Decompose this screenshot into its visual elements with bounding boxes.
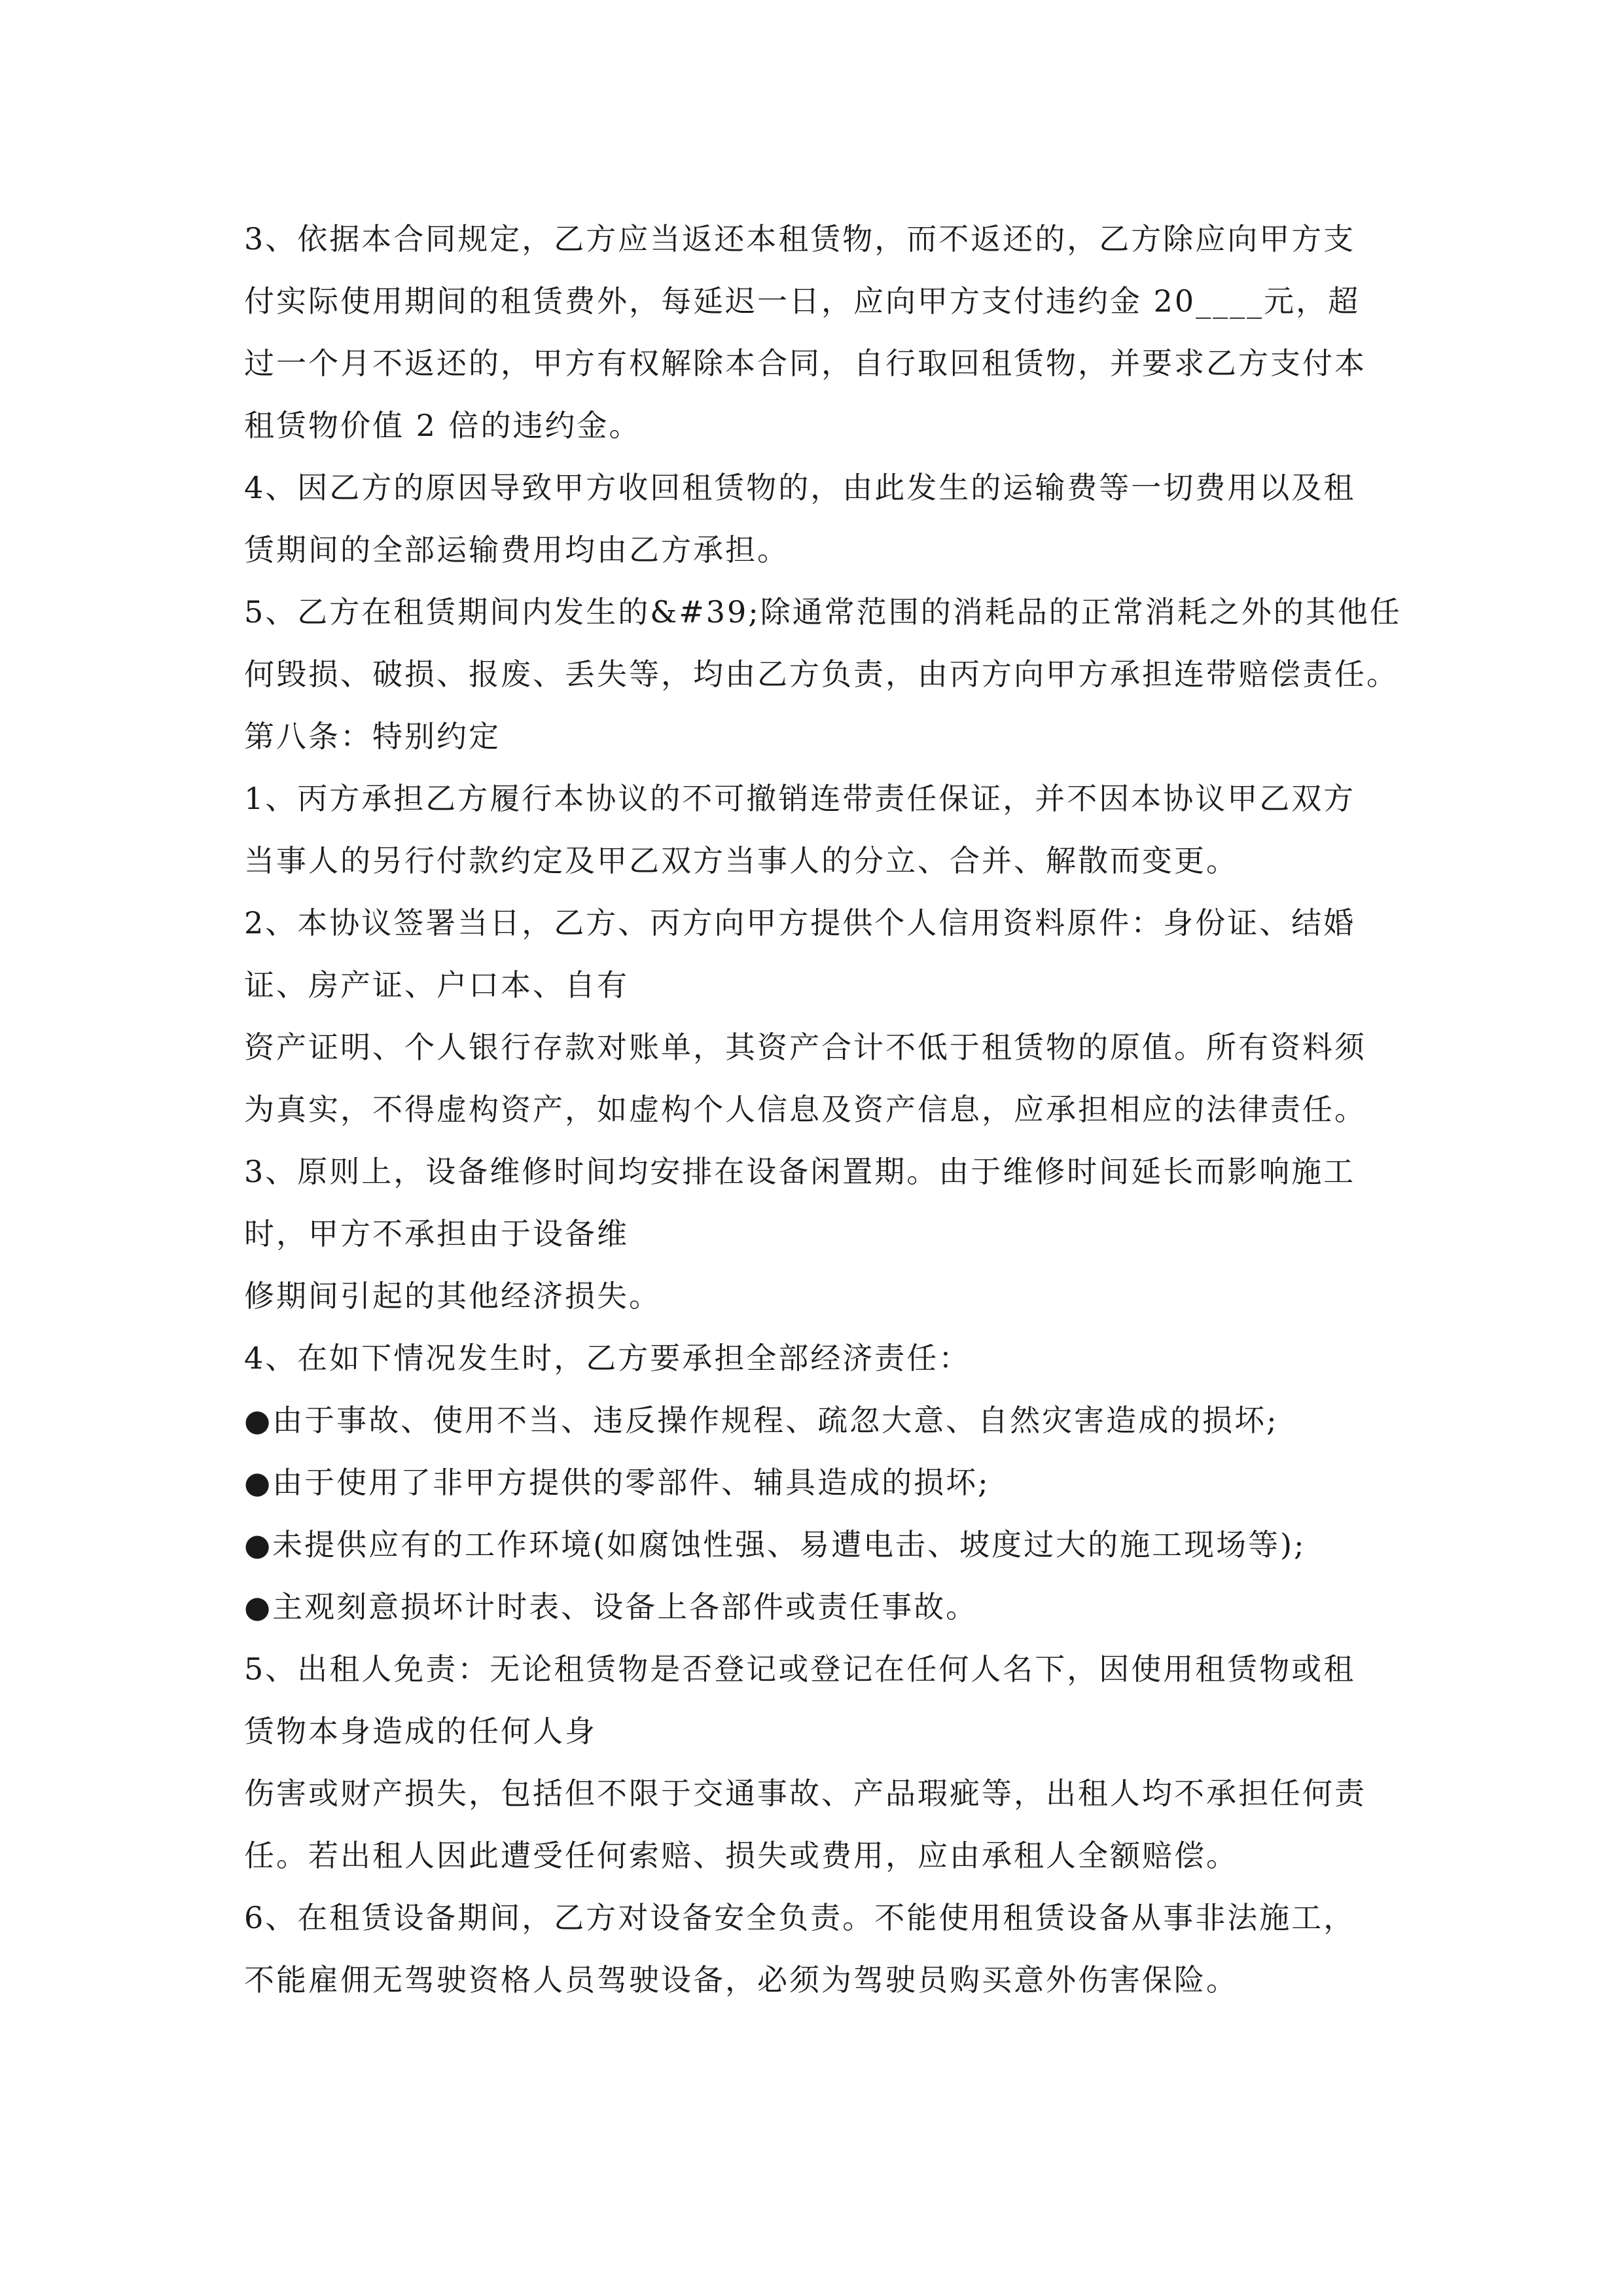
text-line: 3、依据本合同规定，乙方应当返还本租赁物，而不返还的，乙方除应向甲方支	[244, 221, 1356, 257]
text-line: 任。若出租人因此遭受任何索赔、损失或费用，应由承租人全额赔偿。	[244, 1838, 1238, 1873]
text-line: 赁物本身造成的任何人身	[244, 1713, 597, 1749]
document-body	[244, 208, 1402, 2011]
text-line: 租赁物价值 2 倍的违约金。	[244, 408, 641, 443]
text-line: 4、在如下情况发生时，乙方要承担全部经济责任：	[244, 1340, 971, 1376]
section-heading: 第八条：特别约定	[244, 719, 501, 754]
text-line: 1、丙方承担乙方履行本协议的不可撤销连带责任保证，并不因本协议甲乙双方	[244, 781, 1356, 816]
text-line: 证、房产证、户口本、自有	[244, 967, 629, 1003]
text-line: 2、本协议签署当日，乙方、丙方向甲方提供个人信用资料原件：身份证、结婚	[244, 905, 1356, 941]
text-line: 赁期间的全部运输费用均由乙方承担。	[244, 532, 789, 567]
text-line: 5、乙方在租赁期间内发生的&#39;除通常范围的消耗品的正常消耗之外的其他任	[244, 594, 1402, 630]
bullet-item: ●由于使用了非甲方提供的零部件、辅具造成的损坏;	[244, 1465, 990, 1500]
bullet-item: ●未提供应有的工作环境(如腐蚀性强、易遭电击、坡度过大的施工现场等);	[244, 1527, 1306, 1562]
text-line: 何毁损、破损、报废、丢失等，均由乙方负责，由丙方向甲方承担连带赔偿责任。	[244, 656, 1399, 692]
text-line: 伤害或财产损失，包括但不限于交通事故、产品瑕疵等，出租人均不承担任何责	[244, 1776, 1366, 1811]
text-line: 当事人的另行付款约定及甲乙双方当事人的分立、合并、解散而变更。	[244, 843, 1238, 878]
text-line: 不能雇佣无驾驶资格人员驾驶设备，必须为驾驶员购买意外伤害保险。	[244, 1962, 1238, 1998]
text-line: 付实际使用期间的租赁费外，每延迟一日，应向甲方支付违约金 20____元，超	[244, 283, 1361, 319]
text-line: 6、在租赁设备期间，乙方对设备安全负责。不能使用租赁设备从事非法施工，	[244, 1900, 1356, 1935]
text-line: 5、出租人免责：无论租赁物是否登记或登记在任何人名下，因使用租赁物或租	[244, 1651, 1356, 1687]
text-line: 3、原则上，设备维修时间均安排在设备闲置期。由于维修时间延长而影响施工	[244, 1154, 1356, 1189]
text-line: 为真实，不得虚构资产，如虚构个人信息及资产信息，应承担相应的法律责任。	[244, 1092, 1366, 1127]
text-line: 4、因乙方的原因导致甲方收回租赁物的，由此发生的运输费等一切费用以及租	[244, 470, 1356, 505]
text-line: 修期间引起的其他经济损失。	[244, 1278, 661, 1314]
bullet-item: ●主观刻意损坏计时表、设备上各部件或责任事故。	[244, 1589, 978, 1624]
bullet-item: ●由于事故、使用不当、违反操作规程、疏忽大意、自然灾害造成的损坏;	[244, 1403, 1279, 1438]
text-line: 时，甲方不承担由于设备维	[244, 1216, 629, 1251]
text-line: 过一个月不返还的，甲方有权解除本合同，自行取回租赁物，并要求乙方支付本	[244, 346, 1366, 381]
text-line: 资产证明、个人银行存款对账单，其资产合计不低于租赁物的原值。所有资料须	[244, 1030, 1366, 1065]
